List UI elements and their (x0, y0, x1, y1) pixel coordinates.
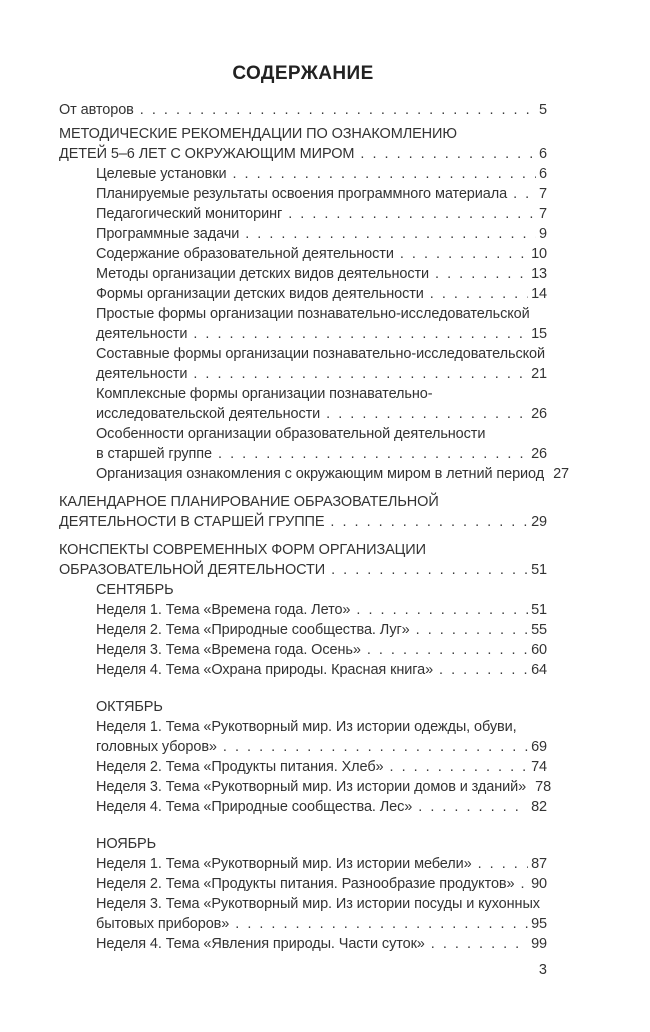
dot-leader (520, 874, 528, 894)
toc-entry-text: Организация ознакомления с окружающим миром в летний период (96, 466, 545, 482)
toc-entry-text: Неделя 4. Тема «Природные сообщества. Лес» (96, 799, 413, 815)
dot-leader (513, 184, 536, 204)
dot-leader (431, 934, 528, 954)
dot-leader (140, 100, 536, 120)
toc-entry-text: Программные задачи (96, 226, 240, 242)
dot-leader (356, 600, 528, 620)
toc-entry[interactable] (59, 124, 547, 164)
toc-entry[interactable] (96, 344, 547, 384)
toc-entry-text: исследовательской деятельности (96, 406, 321, 422)
toc-entry-text: Составные формы организации познавательно-исследовательской (96, 346, 545, 362)
toc-entry-page: 21 (531, 366, 547, 382)
toc-entry[interactable] (96, 640, 547, 660)
toc-entry-text: ОКТЯБРЬ (96, 699, 163, 715)
dot-leader (223, 737, 528, 757)
toc-entry-page: 90 (531, 876, 547, 892)
toc-entry-text: Неделя 1. Тема «Времена года. Лето» (96, 602, 351, 618)
toc-list (59, 100, 569, 954)
toc-entry[interactable] (96, 464, 569, 484)
toc-entry-page: 87 (531, 856, 547, 872)
toc-entry-text: СЕНТЯБРЬ (96, 582, 174, 598)
dot-leader (330, 512, 528, 532)
toc-entry-text: Особенности организации образовательной деятельности (96, 426, 486, 442)
toc-entry[interactable] (96, 777, 552, 797)
toc-entry-text: Педагогический мониторинг (96, 206, 283, 222)
toc-entry-text: Неделя 3. Тема «Рукотворный мир. Из истории домов и зданий» (96, 779, 527, 795)
dot-leader (418, 797, 528, 817)
toc-entry[interactable] (96, 164, 547, 184)
toc-entry[interactable] (96, 424, 547, 464)
toc-entry-page: 7 (539, 206, 547, 222)
toc-entry-page: 29 (531, 514, 547, 530)
toc-entry[interactable] (96, 757, 547, 777)
toc-entry-page: 82 (531, 799, 547, 815)
toc-entry-page: 64 (531, 662, 547, 678)
toc-entry-page: 5 (539, 102, 547, 118)
toc-entry-page: 6 (539, 146, 547, 162)
toc-entry-page: 99 (531, 936, 547, 952)
toc-entry-text: Целевые установки (96, 166, 227, 182)
toc-entry-page: 74 (531, 759, 547, 775)
dot-leader (430, 284, 528, 304)
dot-leader (193, 324, 528, 344)
toc-entry-text: От авторов (59, 102, 134, 118)
dot-leader (245, 224, 536, 244)
toc-entry-page: 95 (531, 916, 547, 932)
dot-leader (218, 444, 528, 464)
dot-leader (331, 560, 528, 580)
dot-leader (360, 144, 536, 164)
toc-entry-text: Неделя 1. Тема «Рукотворный мир. Из истории мебели» (96, 856, 472, 872)
toc-entry-text: деятельности (96, 326, 188, 342)
toc-entry-page: 15 (531, 326, 547, 342)
toc-entry-text: деятельности (96, 366, 188, 382)
toc-entry[interactable] (96, 797, 547, 817)
toc-entry[interactable] (96, 184, 547, 204)
toc-entry[interactable] (96, 600, 547, 620)
toc-entry-text: Неделя 2. Тема «Продукты питания. Разнообразие продуктов» (96, 876, 515, 892)
toc-entry-text: ДЕЯТЕЛЬНОСТИ В СТАРШЕЙ ГРУППЕ (59, 514, 325, 530)
dot-leader (326, 404, 528, 424)
toc-entry[interactable] (96, 304, 547, 344)
toc-entry-text: Неделя 3. Тема «Рукотворный мир. Из истории посуды и кухонных (96, 896, 540, 912)
toc-entry-text: Методы организации детских видов деятельности (96, 266, 430, 282)
toc-entry[interactable] (59, 540, 547, 580)
toc-entry-page: 51 (531, 562, 547, 578)
toc-entry-page: 7 (539, 186, 547, 202)
dot-leader (193, 364, 528, 384)
toc-entry-text: Комплексные формы организации познавательно- (96, 386, 433, 402)
dot-leader (367, 640, 528, 660)
toc-entry-text: Неделя 2. Тема «Природные сообщества. Луг» (96, 622, 410, 638)
toc-entry[interactable] (96, 660, 547, 680)
dot-leader (390, 757, 529, 777)
toc-section-header (96, 697, 547, 717)
toc-entry[interactable] (96, 620, 547, 640)
toc-entry-text: ДЕТЕЙ 5–6 ЛЕТ С ОКРУЖАЮЩИМ МИРОМ (59, 146, 355, 162)
toc-entry-text: Планируемые результаты освоения программного материала (96, 186, 508, 202)
toc-section-header (96, 580, 547, 600)
toc-entry-text: Содержание образовательной деятельности (96, 246, 394, 262)
page-number: 3 (538, 962, 547, 978)
toc-entry[interactable] (59, 100, 547, 120)
toc-entry[interactable] (96, 874, 547, 894)
toc-entry-page: 27 (553, 466, 569, 482)
toc-entry[interactable] (96, 224, 547, 244)
dot-leader (232, 164, 536, 184)
toc-entry-text: Неделя 4. Тема «Явления природы. Части суток» (96, 936, 425, 952)
toc-entry-page: 6 (539, 166, 547, 182)
toc-entry[interactable] (96, 717, 547, 757)
toc-entry[interactable] (96, 264, 547, 284)
toc-entry-page: 26 (531, 406, 547, 422)
toc-section-header (96, 834, 547, 854)
dot-leader (478, 854, 528, 874)
toc-entry-page: 13 (531, 266, 547, 282)
toc-entry[interactable] (96, 894, 547, 934)
dot-leader (400, 244, 528, 264)
toc-entry-text: Неделя 1. Тема «Рукотворный мир. Из истории одежды, обуви, (96, 719, 517, 735)
toc-entry-text: бытовых приборов» (96, 916, 230, 932)
toc-entry-text: КОНСПЕКТЫ СОВРЕМЕННЫХ ФОРМ ОРГАНИЗАЦИИ (59, 542, 426, 558)
toc-entry-page: 69 (531, 739, 547, 755)
page-title: СОДЕРЖАНИЕ (232, 63, 374, 84)
toc-entry[interactable] (96, 204, 547, 224)
dot-leader (439, 660, 528, 680)
toc-entry[interactable] (96, 934, 547, 954)
toc-entry-text: Простые формы организации познавательно-исследовательской (96, 306, 530, 322)
toc-entry-text: Формы организации детских видов деятельности (96, 286, 424, 302)
toc-entry-page: 9 (539, 226, 547, 242)
toc-entry-text: КАЛЕНДАРНОЕ ПЛАНИРОВАНИЕ ОБРАЗОВАТЕЛЬНОЙ (59, 494, 439, 510)
toc-entry-page: 51 (531, 602, 547, 618)
toc-entry-page: 78 (535, 779, 552, 795)
toc-entry-text: Неделя 2. Тема «Продукты питания. Хлеб» (96, 759, 384, 775)
toc-entry-text: в старшей группе (96, 446, 213, 462)
toc-entry-page: 10 (531, 246, 547, 262)
toc-entry-page: 60 (531, 642, 547, 658)
toc-entry-text: НОЯБРЬ (96, 836, 157, 852)
toc-entry-text: головных уборов» (96, 739, 217, 755)
toc-entry-text: Неделя 3. Тема «Времена года. Осень» (96, 642, 361, 658)
toc-entry-text: ОБРАЗОВАТЕЛЬНОЙ ДЕЯТЕЛЬНОСТИ (59, 562, 326, 578)
dot-leader (288, 204, 536, 224)
toc-entry[interactable] (96, 384, 547, 424)
toc-entry-page: 14 (531, 286, 547, 302)
toc-entry[interactable] (96, 284, 547, 304)
toc-entry-text: Неделя 4. Тема «Охрана природы. Красная книга» (96, 662, 434, 678)
toc-entry-text: МЕТОДИЧЕСКИЕ РЕКОМЕНДАЦИИ ПО ОЗНАКОМЛЕНИЮ (59, 126, 457, 142)
toc-entry[interactable] (96, 854, 547, 874)
dot-leader (416, 620, 528, 640)
dot-leader (235, 914, 528, 934)
toc-entry[interactable] (59, 492, 547, 532)
dot-leader (435, 264, 528, 284)
toc-entry[interactable] (96, 244, 547, 264)
toc-entry-page: 55 (531, 622, 547, 638)
toc-entry-page: 26 (531, 446, 547, 462)
